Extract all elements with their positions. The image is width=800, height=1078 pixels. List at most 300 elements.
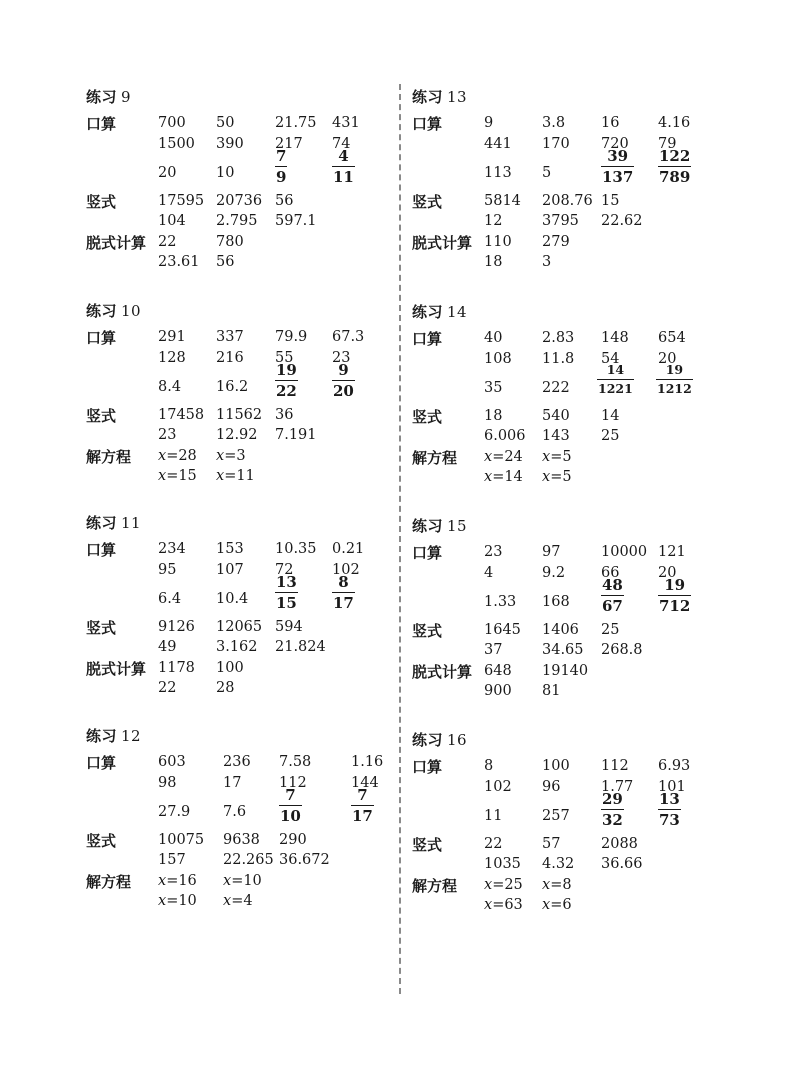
kousuan-answer: 1.16	[351, 754, 384, 770]
fraction-numerator: 19	[664, 576, 686, 594]
shushi-label: 竖式	[412, 408, 443, 426]
shushi-answer: 157	[158, 852, 186, 868]
kousuan-answer: 4.16	[658, 115, 691, 131]
fraction-denominator: 17	[333, 594, 354, 612]
shushi-answer: 9126	[158, 619, 195, 635]
variable-x: x	[158, 448, 167, 464]
shushi-answer: 1645	[484, 622, 521, 638]
calc-answer: 1178	[158, 660, 195, 676]
kousuan-answer: 148	[601, 330, 629, 346]
fraction-bar	[658, 166, 691, 167]
variable-x: x	[484, 897, 493, 913]
calc-answer: 18	[484, 254, 503, 270]
calc-answer: 81	[542, 683, 561, 699]
fraction-bar	[279, 805, 302, 806]
fraction-bar	[658, 595, 691, 596]
equation-answer	[484, 448, 523, 466]
kousuan-answer: 2.83	[542, 330, 575, 346]
shushi-answer: 49	[158, 639, 177, 655]
kousuan-answer: 97	[542, 544, 561, 560]
variable-x: x	[484, 449, 493, 465]
section-title-label: 练习	[86, 88, 118, 106]
kousuan-answer: 40	[484, 330, 503, 346]
equation-value: =8	[550, 877, 572, 893]
kousuan-answer: 216	[216, 350, 244, 366]
shushi-answer: 34.65	[542, 642, 584, 658]
kousuan-answer: 170	[542, 136, 570, 152]
third-category-label: 脱式计算	[412, 663, 473, 681]
section-title	[412, 301, 467, 322]
kousuan-answer: 112	[601, 758, 629, 774]
shushi-label: 竖式	[412, 836, 443, 854]
shushi-answer: 597.1	[275, 213, 317, 229]
kousuan-answer: 11	[484, 808, 503, 824]
shushi-answer: 36.672	[279, 852, 330, 868]
fraction-denominator: 11	[333, 168, 354, 186]
kousuan-answer: 54	[601, 351, 620, 367]
shushi-answer: 540	[542, 408, 570, 424]
shushi-label: 竖式	[412, 622, 443, 640]
kousuan-answer: 35	[484, 380, 503, 396]
calc-answer: 3	[542, 254, 552, 270]
fraction	[332, 149, 355, 185]
fraction-denominator: 17	[352, 807, 373, 825]
kousuan-answer: 11.8	[542, 351, 575, 367]
section-title-label: 练习	[412, 731, 444, 749]
variable-x: x	[158, 873, 167, 889]
shushi-answer: 10075	[158, 832, 205, 848]
equation-answer	[216, 447, 246, 465]
equation-value: =24	[492, 449, 523, 465]
fraction	[279, 788, 302, 824]
equation-answer	[542, 896, 572, 914]
kousuan-answer: 1.33	[484, 594, 517, 610]
shushi-answer: 9638	[223, 832, 260, 848]
kousuan-label: 口算	[86, 115, 117, 133]
kousuan-answer: 27.9	[158, 804, 191, 820]
kousuan-answer: 95	[158, 562, 177, 578]
fraction	[658, 578, 691, 614]
fraction-denominator: 712	[659, 597, 691, 615]
calc-answer: 110	[484, 234, 512, 250]
kousuan-answer: 441	[484, 136, 512, 152]
equation-value: =10	[231, 873, 262, 889]
calc-answer: 22	[158, 680, 177, 696]
third-category-label: 解方程	[412, 877, 458, 895]
variable-x: x	[216, 448, 225, 464]
section-title	[412, 86, 467, 107]
fraction-numerator: 14	[606, 362, 625, 377]
kousuan-answer: 96	[542, 779, 561, 795]
variable-x: x	[542, 897, 551, 913]
calc-answer: 22	[158, 234, 177, 250]
kousuan-answer: 67.3	[332, 329, 365, 345]
fraction-numerator: 48	[602, 576, 623, 594]
calc-answer: 56	[216, 254, 235, 270]
shushi-answer: 268.8	[601, 642, 643, 658]
shushi-answer: 25	[601, 428, 620, 444]
fraction-denominator: 137	[602, 168, 634, 186]
fraction-bar	[351, 805, 374, 806]
equation-value: =4	[231, 893, 253, 909]
kousuan-answer: 217	[275, 136, 303, 152]
shushi-answer: 18	[484, 408, 503, 424]
fraction-bar	[332, 592, 355, 593]
fraction-numerator: 4	[338, 147, 349, 165]
kousuan-answer: 23	[332, 350, 351, 366]
fraction-denominator: 67	[602, 597, 623, 615]
section-title	[412, 729, 467, 750]
shushi-answer: 14	[601, 408, 620, 424]
kousuan-answer: 144	[351, 775, 379, 791]
fraction-numerator: 39	[607, 147, 629, 165]
section-title	[86, 300, 141, 321]
equation-value: =10	[166, 893, 197, 909]
third-category-label: 解方程	[86, 448, 132, 466]
kousuan-answer: 222	[542, 380, 570, 396]
equation-answer	[542, 448, 572, 466]
shushi-answer: 6.006	[484, 428, 526, 444]
equation-value: =14	[492, 469, 523, 485]
calc-answer: 28	[216, 680, 235, 696]
fraction-bar	[601, 809, 624, 810]
kousuan-answer: 50	[216, 115, 235, 131]
variable-x: x	[542, 469, 551, 485]
kousuan-answer: 21.75	[275, 115, 317, 131]
kousuan-answer: 3.8	[542, 115, 566, 131]
kousuan-answer: 72	[275, 562, 294, 578]
kousuan-answer: 6.4	[158, 591, 182, 607]
section-number: 11	[121, 514, 142, 532]
kousuan-answer: 121	[658, 544, 686, 560]
third-category-label: 脱式计算	[86, 660, 147, 678]
kousuan-answer: 168	[542, 594, 570, 610]
fraction-bar	[597, 379, 634, 380]
section-number: 13	[447, 88, 468, 106]
shushi-answer: 5814	[484, 193, 521, 209]
fraction-numerator: 7	[285, 786, 296, 804]
kousuan-answer: 8.4	[158, 379, 182, 395]
shushi-answer: 17595	[158, 193, 205, 209]
equation-value: =6	[550, 897, 572, 913]
variable-x: x	[158, 468, 167, 484]
kousuan-answer: 9.2	[542, 565, 566, 581]
section-title-label: 练习	[86, 727, 118, 745]
fraction-numerator: 7	[276, 147, 287, 165]
equation-answer	[223, 892, 253, 910]
kousuan-label: 口算	[412, 330, 443, 348]
equation-answer	[542, 468, 572, 486]
shushi-answer: 36.66	[601, 856, 643, 872]
shushi-answer: 4.32	[542, 856, 575, 872]
section-title	[86, 512, 141, 533]
kousuan-label: 口算	[86, 329, 117, 347]
kousuan-answer: 128	[158, 350, 186, 366]
kousuan-answer: 257	[542, 808, 570, 824]
shushi-label: 竖式	[412, 193, 443, 211]
shushi-answer: 12	[484, 213, 503, 229]
shushi-answer: 3.162	[216, 639, 258, 655]
shushi-answer: 12.92	[216, 427, 258, 443]
shushi-answer: 11562	[216, 407, 263, 423]
variable-x: x	[542, 877, 551, 893]
section-title-label: 练习	[86, 514, 118, 532]
kousuan-label: 口算	[412, 115, 443, 133]
shushi-answer: 1035	[484, 856, 521, 872]
fraction	[658, 792, 681, 828]
kousuan-answer: 4	[484, 565, 494, 581]
kousuan-answer: 10	[216, 165, 235, 181]
section-title	[86, 86, 131, 107]
shushi-answer: 15	[601, 193, 620, 209]
kousuan-answer: 20	[658, 351, 677, 367]
variable-x: x	[542, 449, 551, 465]
third-category-label: 解方程	[412, 449, 458, 467]
kousuan-answer: 8	[484, 758, 494, 774]
variable-x: x	[484, 469, 493, 485]
kousuan-answer: 102	[484, 779, 512, 795]
equation-value: =16	[166, 873, 197, 889]
section-number: 9	[121, 88, 132, 106]
fraction-bar	[275, 380, 298, 381]
fraction-denominator: 73	[659, 811, 680, 829]
shushi-answer: 37	[484, 642, 503, 658]
kousuan-answer: 603	[158, 754, 186, 770]
variable-x: x	[223, 873, 232, 889]
kousuan-answer: 101	[658, 779, 686, 795]
fraction-numerator: 13	[276, 573, 297, 591]
calc-answer: 648	[484, 663, 512, 679]
equation-answer	[158, 447, 197, 465]
calc-answer: 19140	[542, 663, 589, 679]
fraction-bar	[332, 166, 355, 167]
equation-value: =11	[224, 468, 255, 484]
third-category-label: 脱式计算	[412, 234, 473, 252]
calc-answer: 23.61	[158, 254, 200, 270]
kousuan-answer: 16.2	[216, 379, 249, 395]
shushi-answer: 3795	[542, 213, 579, 229]
column-divider	[399, 84, 401, 994]
shushi-answer: 104	[158, 213, 186, 229]
shushi-answer: 22.265	[223, 852, 274, 868]
shushi-answer: 23	[158, 427, 177, 443]
kousuan-label: 口算	[412, 544, 443, 562]
calc-answer: 100	[216, 660, 244, 676]
kousuan-answer: 98	[158, 775, 177, 791]
kousuan-answer: 23	[484, 544, 503, 560]
kousuan-answer: 10000	[601, 544, 648, 560]
kousuan-answer: 700	[158, 115, 186, 131]
fraction-denominator: 10	[280, 807, 301, 825]
shushi-answer: 21.824	[275, 639, 326, 655]
kousuan-answer: 20	[158, 165, 177, 181]
kousuan-answer: 113	[484, 165, 512, 181]
shushi-answer: 290	[279, 832, 307, 848]
equation-answer	[158, 467, 197, 485]
shushi-answer: 12065	[216, 619, 263, 635]
fraction	[332, 575, 355, 611]
equation-answer	[158, 872, 197, 890]
shushi-answer: 143	[542, 428, 570, 444]
equation-value: =63	[492, 897, 523, 913]
kousuan-answer: 720	[601, 136, 629, 152]
shushi-answer: 22	[484, 836, 503, 852]
section-number: 10	[121, 302, 142, 320]
fraction-numerator: 13	[659, 790, 680, 808]
fraction	[658, 149, 691, 185]
kousuan-answer: 108	[484, 351, 512, 367]
kousuan-label: 口算	[412, 758, 443, 776]
kousuan-answer: 5	[542, 165, 552, 181]
shushi-answer: 36	[275, 407, 294, 423]
kousuan-answer: 66	[601, 565, 620, 581]
kousuan-answer: 0.21	[332, 541, 365, 557]
equation-answer	[158, 892, 197, 910]
fraction-bar	[275, 592, 298, 593]
fraction-denominator: 1212	[657, 380, 692, 396]
kousuan-answer: 337	[216, 329, 244, 345]
kousuan-answer: 153	[216, 541, 244, 557]
fraction-denominator: 32	[602, 811, 623, 829]
fraction	[601, 149, 634, 185]
kousuan-answer: 7.58	[279, 754, 312, 770]
shushi-answer: 1406	[542, 622, 579, 638]
variable-x: x	[484, 877, 493, 893]
kousuan-answer: 79.9	[275, 329, 308, 345]
calc-answer: 780	[216, 234, 244, 250]
kousuan-answer: 291	[158, 329, 186, 345]
fraction-denominator: 20	[333, 382, 354, 400]
kousuan-answer: 17	[223, 775, 242, 791]
equation-answer	[484, 468, 523, 486]
calc-answer: 279	[542, 234, 570, 250]
third-category-label: 脱式计算	[86, 234, 147, 252]
section-number: 12	[121, 727, 142, 745]
shushi-answer: 25	[601, 622, 620, 638]
shushi-label: 竖式	[86, 193, 117, 211]
variable-x: x	[223, 893, 232, 909]
shushi-answer: 57	[542, 836, 561, 852]
fraction-numerator: 7	[357, 786, 368, 804]
third-category-label: 解方程	[86, 873, 132, 891]
equation-answer	[484, 896, 523, 914]
fraction	[351, 788, 374, 824]
fraction-bar	[332, 380, 355, 381]
shushi-answer: 594	[275, 619, 303, 635]
section-title-label: 练习	[412, 88, 444, 106]
equation-answer	[216, 467, 255, 485]
equation-value: =28	[166, 448, 197, 464]
section-number: 14	[447, 303, 468, 321]
kousuan-label: 口算	[86, 754, 117, 772]
section-title-label: 练习	[412, 303, 444, 321]
kousuan-answer: 234	[158, 541, 186, 557]
section-title-label: 练习	[86, 302, 118, 320]
section-number: 15	[447, 517, 468, 535]
section-title	[86, 725, 141, 746]
kousuan-answer: 1500	[158, 136, 195, 152]
fraction	[275, 149, 287, 185]
fraction-bar	[658, 809, 681, 810]
fraction-denominator: 789	[659, 168, 691, 186]
calc-answer: 900	[484, 683, 512, 699]
fraction-denominator: 9	[276, 168, 287, 186]
kousuan-answer: 55	[275, 350, 294, 366]
kousuan-label: 口算	[86, 541, 117, 559]
fraction	[601, 578, 624, 614]
fraction-denominator: 22	[276, 382, 297, 400]
fraction-numerator: 8	[338, 573, 349, 591]
kousuan-answer: 112	[279, 775, 307, 791]
shushi-answer: 208.76	[542, 193, 593, 209]
fraction-numerator: 29	[602, 790, 623, 808]
equation-answer	[542, 876, 572, 894]
kousuan-answer: 74	[332, 136, 351, 152]
fraction-bar	[601, 595, 624, 596]
equation-value: =3	[224, 448, 246, 464]
equation-value: =5	[550, 449, 572, 465]
equation-answer	[223, 872, 262, 890]
shushi-answer: 2.795	[216, 213, 258, 229]
fraction-bar	[601, 166, 634, 167]
kousuan-answer: 431	[332, 115, 360, 131]
kousuan-answer: 79	[658, 136, 677, 152]
section-title	[412, 515, 467, 536]
kousuan-answer: 20	[658, 565, 677, 581]
equation-value: =5	[550, 469, 572, 485]
fraction	[332, 363, 355, 399]
shushi-answer: 22.62	[601, 213, 643, 229]
fraction-denominator: 15	[276, 594, 297, 612]
shushi-answer: 17458	[158, 407, 205, 423]
shushi-answer: 56	[275, 193, 294, 209]
fraction-denominator: 1221	[598, 380, 633, 396]
shushi-answer: 7.191	[275, 427, 317, 443]
section-title-label: 练习	[412, 517, 444, 535]
equation-value: =15	[166, 468, 197, 484]
fraction	[275, 363, 298, 399]
variable-x: x	[158, 893, 167, 909]
shushi-answer: 2088	[601, 836, 638, 852]
variable-x: x	[216, 468, 225, 484]
kousuan-answer: 100	[542, 758, 570, 774]
equation-value: =25	[492, 877, 523, 893]
fraction-bar	[275, 166, 287, 167]
kousuan-answer: 102	[332, 562, 360, 578]
shushi-label: 竖式	[86, 832, 117, 850]
fraction-numerator: 122	[659, 147, 691, 165]
kousuan-answer: 236	[223, 754, 251, 770]
fraction	[601, 792, 624, 828]
fraction-bar	[656, 379, 693, 380]
fraction-numerator: 19	[665, 362, 684, 377]
fraction	[656, 364, 693, 395]
fraction	[597, 364, 634, 395]
kousuan-answer: 107	[216, 562, 244, 578]
kousuan-answer: 9	[484, 115, 494, 131]
kousuan-answer: 16	[601, 115, 620, 131]
kousuan-answer: 10.4	[216, 591, 249, 607]
shushi-answer: 20736	[216, 193, 263, 209]
kousuan-answer: 7.6	[223, 804, 247, 820]
kousuan-answer: 654	[658, 330, 686, 346]
kousuan-answer: 390	[216, 136, 244, 152]
kousuan-answer: 6.93	[658, 758, 691, 774]
fraction-numerator: 9	[338, 361, 349, 379]
section-number: 16	[447, 731, 468, 749]
fraction	[275, 575, 298, 611]
kousuan-answer: 10.35	[275, 541, 317, 557]
